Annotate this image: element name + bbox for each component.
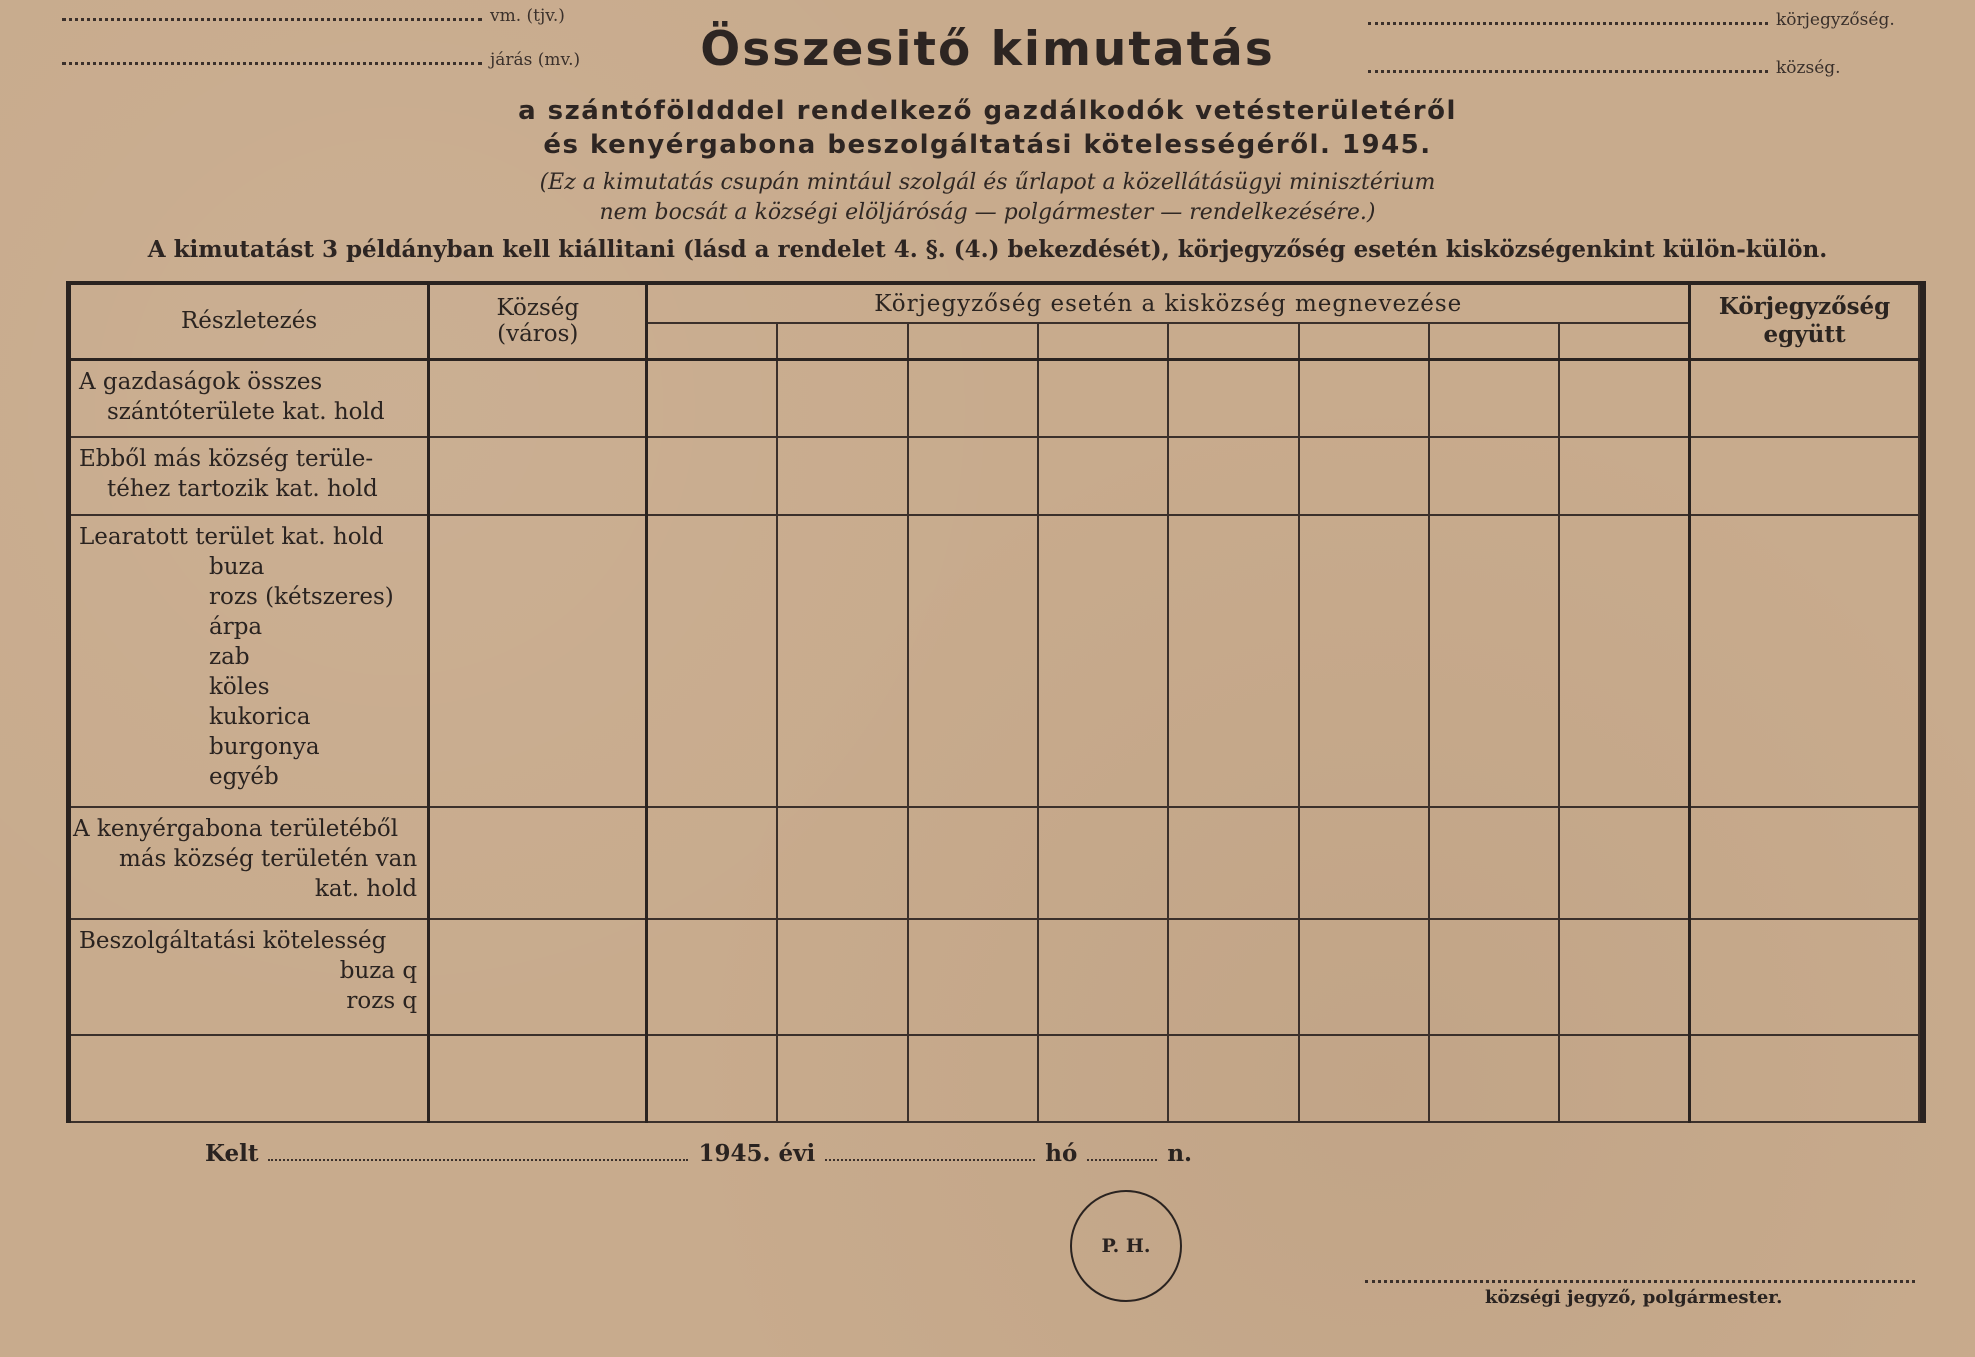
document-title: Összesitő kimutatás — [700, 22, 1275, 77]
cell-r5-k1[interactable] — [647, 919, 777, 1035]
cell-r3-kozseg[interactable] — [429, 515, 647, 807]
cell-r5-k2[interactable] — [777, 919, 907, 1035]
cell-r5-k6[interactable] — [1299, 919, 1429, 1035]
row-mas-kozseg — [71, 437, 1919, 515]
note-line-2: nem bocsát a községi elöljáróság — polgármester — rendelkezésére.) — [599, 200, 1376, 225]
cell-r1-k2[interactable] — [777, 359, 907, 437]
crop-buza: buza — [209, 554, 265, 580]
cell-r6-k7[interactable] — [1429, 1035, 1559, 1122]
cell-r1-egyutt[interactable] — [1690, 359, 1919, 437]
cell-r1-k5[interactable] — [1168, 359, 1298, 437]
crop-rozs: rozs (kétszeres) — [209, 584, 394, 610]
kelt-n: n. — [1167, 1140, 1193, 1167]
cell-r6-k5[interactable] — [1168, 1035, 1298, 1122]
row-learatott — [71, 515, 1919, 807]
kiskozseg-name-cell-2[interactable] — [777, 323, 907, 359]
cell-r1-k1[interactable] — [647, 359, 777, 437]
label-kenyergabona-line-3: kat. hold — [314, 876, 418, 902]
kelt-ho: hó — [1045, 1140, 1078, 1167]
cell-r1-k8[interactable] — [1559, 359, 1689, 437]
cell-r4-k5[interactable] — [1168, 807, 1298, 919]
cell-r2-egyutt[interactable] — [1690, 437, 1919, 515]
header-varos-text: (város) — [497, 321, 579, 348]
header-kozseg — [429, 285, 647, 359]
cell-r3-k4[interactable] — [1038, 515, 1168, 807]
kozseg-label: község. — [1776, 58, 1841, 78]
cell-r6-k6[interactable] — [1299, 1035, 1429, 1122]
crop-burgonya: burgonya — [209, 734, 320, 760]
header-korjegyzoseg-egyutt — [1690, 285, 1919, 359]
cell-r4-k1[interactable] — [647, 807, 777, 919]
label-beszolgaltatas-buza: buza q — [339, 958, 418, 984]
row-bottom-spacer — [71, 1035, 1919, 1122]
header-egyutt-line-2: együtt — [1763, 321, 1846, 349]
label-kenyergabona — [71, 807, 429, 919]
crop-egyeb: egyéb — [209, 764, 279, 790]
cell-r3-k6[interactable] — [1299, 515, 1429, 807]
cell-r1-k4[interactable] — [1038, 359, 1168, 437]
cell-r5-k8[interactable] — [1559, 919, 1689, 1035]
cell-r5-k7[interactable] — [1429, 919, 1559, 1035]
cell-r3-k7[interactable] — [1429, 515, 1559, 807]
subtitle-line-1: a szántóföldddel rendelkező gazdálkodók vetésterületéről — [518, 96, 1457, 126]
cell-r6-kozseg[interactable] — [429, 1035, 647, 1122]
summary-table-frame — [66, 281, 1926, 1123]
cell-r2-k6[interactable] — [1299, 437, 1429, 515]
cell-r1-kozseg[interactable] — [429, 359, 647, 437]
cell-r6-k1[interactable] — [647, 1035, 777, 1122]
crop-kukorica: kukorica — [209, 704, 311, 730]
cell-r5-k5[interactable] — [1168, 919, 1298, 1035]
label-kenyergabona-line-2: más község területén van — [119, 846, 418, 872]
cell-r3-k8[interactable] — [1559, 515, 1689, 807]
label-mas-kozseg — [71, 437, 429, 515]
stamp-text: P. H. — [1101, 1235, 1151, 1257]
kelt-day-field[interactable] — [1087, 1159, 1157, 1161]
kelt-label: Kelt — [205, 1140, 259, 1167]
kiskozseg-name-cell-5[interactable] — [1168, 323, 1298, 359]
cell-r2-kozseg[interactable] — [429, 437, 647, 515]
cell-r4-k3[interactable] — [908, 807, 1038, 919]
cell-r3-k1[interactable] — [647, 515, 777, 807]
summary-table — [71, 285, 1920, 1123]
cell-r3-k3[interactable] — [908, 515, 1038, 807]
label-mas-kozseg-line-2: téhez tartozik kat. hold — [107, 476, 378, 502]
crop-koles: köles — [209, 674, 270, 700]
crop-arpa: árpa — [209, 614, 263, 640]
cell-r2-k3[interactable] — [908, 437, 1038, 515]
cell-r2-k5[interactable] — [1168, 437, 1298, 515]
cell-r1-k6[interactable] — [1299, 359, 1429, 437]
label-kenyergabona-line-1: A kenyérgabona területéből — [73, 816, 399, 842]
cell-r2-k4[interactable] — [1038, 437, 1168, 515]
cell-r4-k8[interactable] — [1559, 807, 1689, 919]
label-szantoterulet-line-1: A gazdaságok összes — [79, 368, 323, 395]
cell-r4-kozseg[interactable] — [429, 807, 647, 919]
cell-r1-k7[interactable] — [1429, 359, 1559, 437]
cell-r2-k1[interactable] — [647, 437, 777, 515]
cell-r4-k4[interactable] — [1038, 807, 1168, 919]
cell-r4-k6[interactable] — [1299, 807, 1429, 919]
subtitle-line-2: és kenyérgabona beszolgáltatási kötelességéről. 1945. — [543, 130, 1432, 160]
kelt-line — [205, 1140, 1192, 1167]
kiskozseg-name-cell-1[interactable] — [647, 323, 777, 359]
header-reszletezes: Részletezés — [71, 285, 429, 359]
kiskozseg-name-cell-3[interactable] — [908, 323, 1038, 359]
cell-r2-k8[interactable] — [1559, 437, 1689, 515]
signature-label: községi jegyző, polgármester. — [1485, 1287, 1783, 1308]
label-mas-kozseg-line-1: Ebből más község terüle- — [79, 446, 374, 472]
label-beszolgaltatas — [71, 919, 429, 1035]
cell-r5-egyutt[interactable] — [1690, 919, 1919, 1035]
cell-r4-k2[interactable] — [777, 807, 907, 919]
cell-r4-egyutt[interactable] — [1690, 807, 1919, 919]
vm-label: vm. (tjv.) — [490, 6, 565, 26]
cell-r2-k7[interactable] — [1429, 437, 1559, 515]
row-kenyergabona — [71, 807, 1919, 919]
kelt-year: 1945. évi — [698, 1140, 816, 1167]
cell-r5-k3[interactable] — [908, 919, 1038, 1035]
cell-r6-k2[interactable] — [777, 1035, 907, 1122]
cell-r4-k7[interactable] — [1429, 807, 1559, 919]
label-beszolgaltatas-rozs: rozs q — [346, 988, 418, 1014]
kiskozseg-name-cell-7[interactable] — [1429, 323, 1559, 359]
header-kiskozseg-megnevezes: Körjegyzőség esetén a kisközség megnevezése — [647, 285, 1690, 323]
row-szantoterulet — [71, 359, 1919, 437]
cell-r3-egyutt[interactable] — [1690, 515, 1919, 807]
row-beszolgaltatas — [71, 919, 1919, 1035]
kiskozseg-name-cell-4[interactable] — [1038, 323, 1168, 359]
cell-r6-k8[interactable] — [1559, 1035, 1689, 1122]
header-egyutt-line-1: Körjegyzőség — [1718, 293, 1891, 321]
cell-r3-k2[interactable] — [777, 515, 907, 807]
korjegyzoseg-label: körjegyzőség. — [1776, 10, 1895, 30]
vm-dotted-field[interactable] — [62, 18, 482, 21]
cell-r6-k4[interactable] — [1038, 1035, 1168, 1122]
kiskozseg-name-cell-6[interactable] — [1299, 323, 1429, 359]
cell-r3-k5[interactable] — [1168, 515, 1298, 807]
crop-zab: zab — [209, 644, 250, 670]
label-szantoterulet — [71, 359, 429, 437]
label-beszolgaltatas-heading: Beszolgáltatási kötelesség — [79, 928, 387, 954]
kiskozseg-name-cell-8[interactable] — [1559, 323, 1689, 359]
cell-r2-k2[interactable] — [777, 437, 907, 515]
jaras-label: járás (mv.) — [490, 50, 581, 70]
stamp-circle — [1070, 1190, 1182, 1302]
cell-r5-k4[interactable] — [1038, 919, 1168, 1035]
cell-r6-k3[interactable] — [908, 1035, 1038, 1122]
signature-dotted-field[interactable] — [1365, 1280, 1915, 1283]
cell-r6-egyutt[interactable] — [1690, 1035, 1919, 1122]
kelt-place-field[interactable] — [268, 1159, 688, 1161]
header-kozseg-text: Község — [496, 295, 580, 322]
label-szantoterulet-line-2: szántóterülete kat. hold — [107, 398, 385, 425]
cell-r5-kozseg[interactable] — [429, 919, 647, 1035]
note-line-1: (Ez a kimutatás csupán mintául szolgál és űrlapot a közellátásügyi minisztérium — [539, 170, 1436, 195]
cell-r6-label — [71, 1035, 429, 1122]
cell-r1-k3[interactable] — [908, 359, 1038, 437]
label-learatott-heading: Learatott terület kat. hold — [79, 524, 384, 550]
kelt-month-field[interactable] — [825, 1159, 1035, 1161]
instruction-text: A kimutatást 3 példányban kell kiállitani (lásd a rendelet 4. §. (4.) bekezdését), körjegyzőség esetén kisközségenkint külön-külön. — [147, 236, 1828, 263]
label-learatott — [71, 515, 429, 807]
